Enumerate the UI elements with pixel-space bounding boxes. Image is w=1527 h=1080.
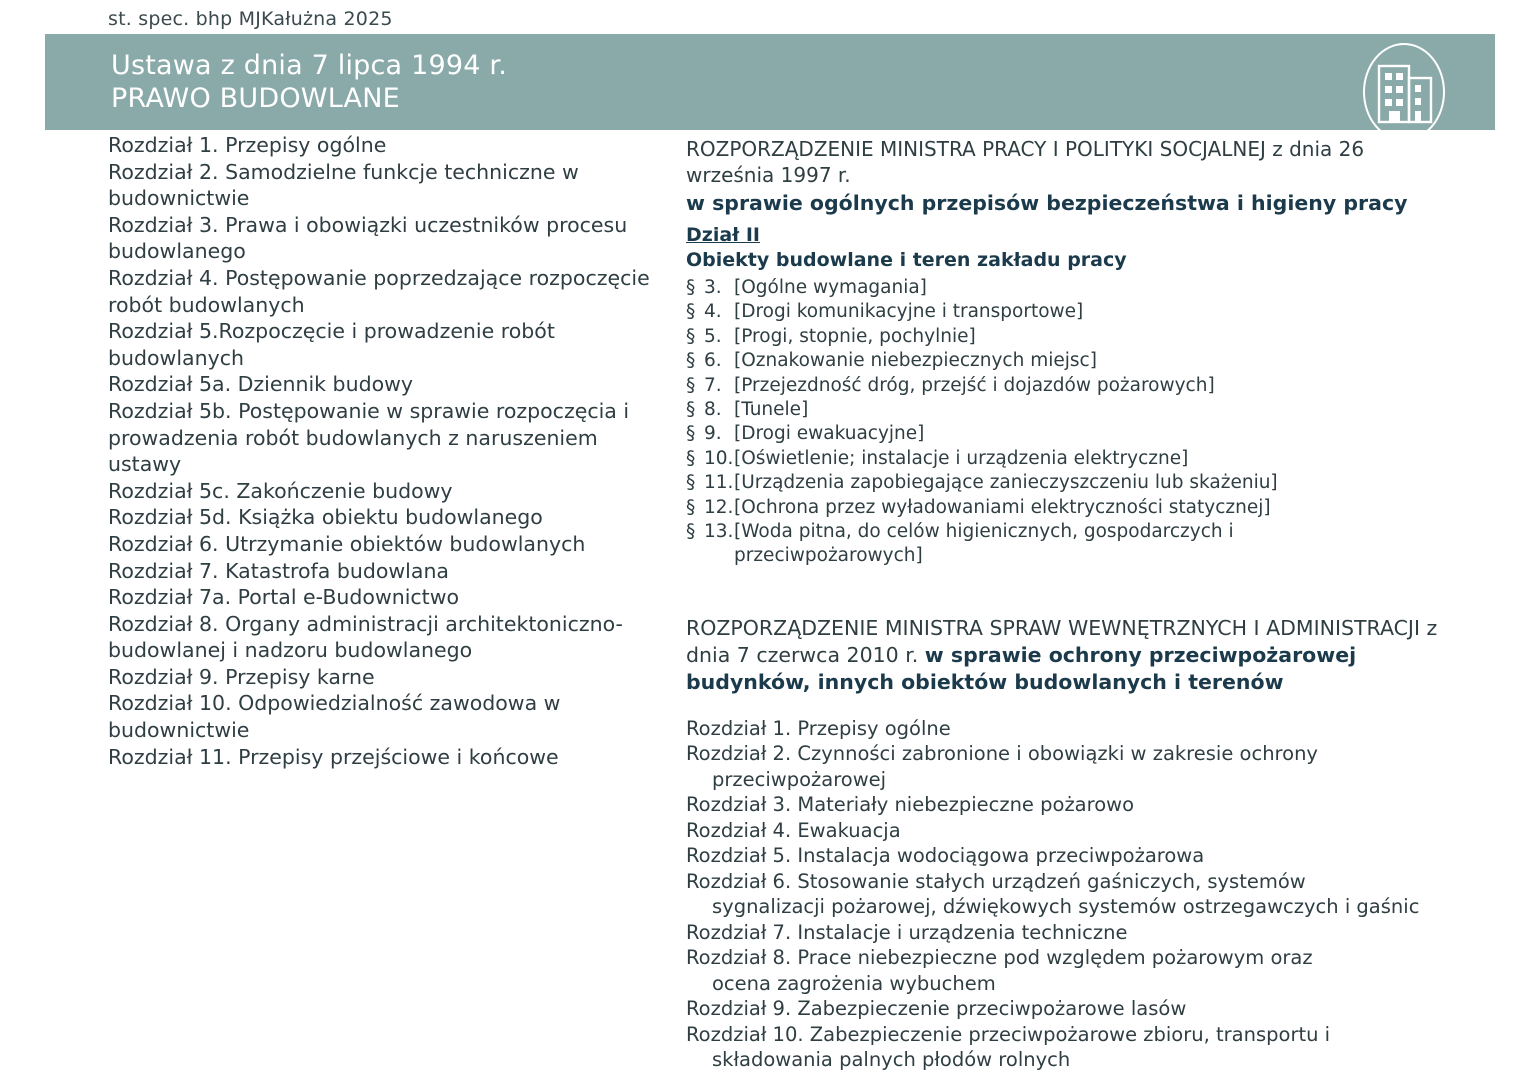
regulation-2-title: w sprawie ochrony przeciwpożarowej budynków, innych obiektów budowlanych i terenów [686, 642, 1357, 694]
paragraph-number: 3. [704, 277, 722, 298]
list-item: Rozdział 5.Rozpoczęcie i prowadzenie robót budowlanych [108, 319, 555, 370]
list-item [686, 818, 1446, 844]
paragraph-text: [Tunele] [734, 399, 809, 421]
list-item-main: Rozdział 5. Instalacja wodociągowa przeciwpożarowa [686, 844, 1205, 868]
paragraph-symbol: § [686, 447, 696, 469]
paragraph-text: [Oświetlenie; instalacje i urządzenia elektryczne] [734, 447, 1189, 469]
list-item [686, 1022, 1446, 1073]
paragraph-symbol: § [686, 423, 696, 445]
regulation-1-title: w sprawie ogólnych przepisów bezpieczeństwa i higieny pracy [686, 191, 1408, 215]
paragraph-symbol: § [686, 277, 696, 298]
paragraph-text: [Progi, stopnie, pochylnie] [734, 325, 976, 347]
table-row [686, 325, 1294, 349]
paragraph-symbol: § [686, 399, 696, 421]
table-row [686, 398, 1294, 422]
building-icon [1349, 40, 1459, 144]
table-row [686, 374, 1294, 398]
list-item-main: Rozdział 8. Prace niebezpieczne pod względem pożarowym oraz [686, 946, 1313, 970]
regulation-2-intro-text: ROZPORZĄDZENIE MINISTRA SPRAW WEWNĘTRZNYCH I ADMINISTRACJI z dnia 7 czerwca 2010 r. [686, 615, 1438, 667]
list-item-main: Rozdział 1. Przepisy ogólne [686, 716, 951, 740]
banner-titles [111, 49, 507, 115]
list-item [686, 792, 1446, 818]
list-item [686, 741, 1446, 792]
left-column [108, 132, 668, 770]
table-row [686, 422, 1294, 446]
paragraph-text: [Ochrona przez wyładowaniami elektryczności statycznej] [734, 496, 1271, 518]
list-item-cont: sygnalizacji pożarowej, dźwiękowych systemów ostrzegawczych i gaśnic [712, 895, 1420, 919]
list-item: Rozdział 9. Przepisy karne [108, 664, 375, 689]
paragraph-text: [Drogi ewakuacyjne] [734, 423, 925, 445]
paragraph-number: 5. [704, 325, 722, 347]
paragraph-number: 10. [704, 447, 734, 469]
table-row [686, 276, 1294, 300]
list-item-main: Rozdział 3. Materiały niebezpieczne pożarowo [686, 793, 1135, 817]
list-item: Rozdział 7a. Portal e-Budownictwo [108, 585, 460, 610]
right-column [686, 136, 1446, 1073]
regulation-1-subhead: Obiekty budowlane i teren zakładu pracy [686, 249, 1127, 271]
list-item: Rozdział 5b. Postępowanie w sprawie rozpoczęcia i prowadzenia robót budowlanych z naruszeniem ustawy [108, 398, 630, 477]
paragraph-number: 4. [704, 301, 722, 323]
banner-title: PRAWO BUDOWLANE [111, 83, 400, 114]
list-item [686, 945, 1446, 996]
list-item-main: Rozdział 10. Zabezpieczenie przeciwpożarowe zbioru, transportu i [686, 1022, 1331, 1046]
paragraph-number: 6. [704, 350, 722, 372]
paragraph-number: 9. [704, 423, 722, 445]
list-item-main: Rozdział 6. Stosowanie stałych urządzeń gaśniczych, systemów [686, 869, 1306, 893]
list-item [686, 843, 1446, 869]
paragraph-symbol: § [686, 350, 696, 372]
list-item [686, 920, 1446, 946]
list-item-main: Rozdział 4. Ewakuacja [686, 818, 901, 842]
list-item: Rozdział 11. Przepisy przejściowe i końcowe [108, 744, 559, 769]
table-row [686, 520, 1294, 569]
author-note: st. spec. bhp MJKałużna 2025 [108, 8, 393, 30]
section-gap [686, 569, 1446, 615]
paragraph-number: 8. [704, 399, 722, 421]
table-row [686, 496, 1294, 520]
paragraph-text: [Oznakowanie niebezpiecznych miejsc] [734, 350, 1097, 372]
table-row [686, 471, 1294, 495]
list-item: Rozdział 5d. Książka obiektu budowlanego [108, 505, 543, 530]
banner-subtitle: Ustawa z dnia 7 lipca 1994 r. [111, 50, 507, 81]
paragraph-text: [Drogi komunikacyjne i transportowe] [734, 301, 1084, 323]
list-item: Rozdział 5a. Dziennik budowy [108, 372, 414, 397]
list-item: Rozdział 2. Samodzielne funkcje techniczne w budownictwie [108, 159, 579, 211]
list-item: Rozdział 10. Odpowiedzialność zawodowa w budownictwie [108, 691, 561, 743]
list-item-cont: przeciwpożarowej [712, 767, 887, 791]
list-item: Rozdział 4. Postępowanie poprzedzające rozpoczęcie robót budowlanych [108, 265, 650, 317]
list-item: Rozdział 6. Utrzymanie obiektów budowlanych [108, 531, 586, 556]
paragraph-number: 7. [704, 374, 722, 396]
paragraph-symbol: § [686, 301, 696, 323]
paragraph-table [686, 276, 1294, 569]
paragraph-number: 11. [704, 472, 734, 494]
paragraph-symbol: § [686, 496, 696, 518]
paragraph-text: [Woda pitna, do celów higienicznych, gospodarczych i przeciwpożarowych] [734, 521, 1234, 567]
regulation-1-intro: ROZPORZĄDZENIE MINISTRA PRACY I POLITYKI SOCJALNEJ z dnia 26 września 1997 r. [686, 137, 1365, 187]
paragraph-text: [Przejezdność dróg, przejść i dojazdów pożarowych] [734, 374, 1215, 396]
table-row [686, 300, 1294, 324]
list-item-cont: składowania palnych płodów rolnych [712, 1048, 1071, 1072]
list-item: Rozdział 8. Organy administracji architektoniczno-budowlanej i nadzoru budowlanego [108, 611, 623, 663]
paragraph-text: [Ogólne wymagania] [734, 277, 927, 298]
list-item [686, 869, 1446, 920]
list-item [686, 996, 1446, 1022]
regulation-2-intro [686, 615, 1446, 696]
paragraph-symbol: § [686, 521, 696, 543]
list-item: Rozdział 3. Prawa i obowiązki uczestników procesu budowlanego [108, 212, 628, 264]
list-item: Rozdział 7. Katastrofa budowlana [108, 558, 449, 583]
regulation-2-list [686, 716, 1446, 1073]
table-row [686, 447, 1294, 471]
regulation-1-dzial: Dział II [686, 224, 760, 246]
table-row [686, 349, 1294, 373]
paragraph-number: 12. [704, 496, 734, 518]
title-banner [45, 34, 1495, 130]
paragraph-text: [Urządzenia zapobiegające zanieczyszczeniu lub skażeniu] [734, 472, 1278, 494]
list-item [686, 716, 1446, 742]
paragraph-symbol: § [686, 472, 696, 494]
list-item-main: Rozdział 9. Zabezpieczenie przeciwpożarowe lasów [686, 997, 1187, 1021]
list-item: Rozdział 1. Przepisy ogólne [108, 133, 387, 157]
list-item: Rozdział 5c. Zakończenie budowy [108, 478, 453, 503]
list-item-main: Rozdział 2. Czynności zabronione i obowiązki w zakresie ochrony [686, 742, 1318, 766]
paragraph-symbol: § [686, 374, 696, 396]
list-item-cont: ocena zagrożenia wybuchem [712, 971, 996, 995]
paragraph-symbol: § [686, 325, 696, 347]
paragraph-number: 13. [704, 521, 734, 543]
list-item-main: Rozdział 7. Instalacje i urządzenia techniczne [686, 920, 1128, 944]
